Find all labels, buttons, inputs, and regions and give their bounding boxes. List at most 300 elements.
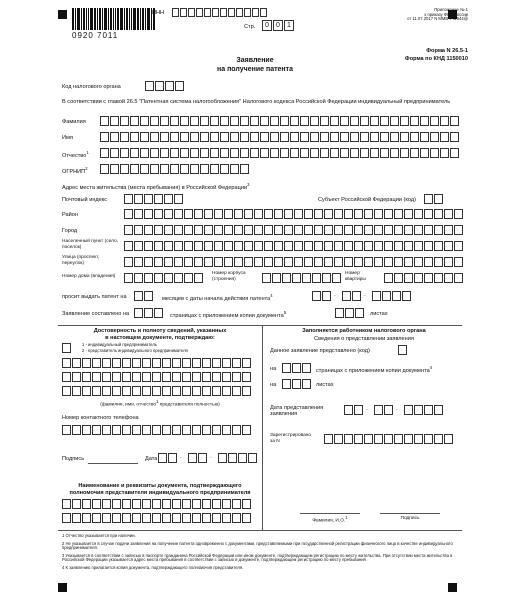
input-cell[interactable] <box>440 132 449 142</box>
patronymic-cells[interactable] <box>100 148 460 158</box>
input-cell[interactable] <box>424 257 433 267</box>
input-cell[interactable] <box>424 405 433 415</box>
input-cell[interactable] <box>168 453 177 463</box>
input-cell[interactable] <box>182 372 191 382</box>
input-cell[interactable] <box>120 132 129 142</box>
input-cell[interactable] <box>100 116 109 126</box>
input-cell[interactable] <box>92 372 101 382</box>
input-cell[interactable] <box>200 164 209 174</box>
input-cell[interactable] <box>122 372 131 382</box>
submission-month-cells[interactable] <box>374 405 394 415</box>
input-cell[interactable] <box>184 241 193 251</box>
input-cell[interactable] <box>82 499 91 509</box>
input-cell[interactable] <box>404 434 413 444</box>
input-cell[interactable] <box>344 257 353 267</box>
input-cell[interactable] <box>164 194 173 204</box>
input-cell[interactable] <box>174 273 183 283</box>
input-cell[interactable] <box>242 499 251 509</box>
input-cell[interactable] <box>274 209 283 219</box>
input-cell[interactable] <box>162 513 171 523</box>
input-cell[interactable] <box>112 358 121 368</box>
input-cell[interactable] <box>100 164 109 174</box>
input-cell[interactable] <box>270 132 279 142</box>
input-cell[interactable] <box>122 358 131 368</box>
input-cell[interactable] <box>102 386 111 396</box>
input-cell[interactable] <box>444 225 453 235</box>
input-cell[interactable] <box>192 425 201 435</box>
input-cell[interactable] <box>200 148 209 158</box>
input-cell[interactable] <box>180 148 189 158</box>
input-cell[interactable] <box>420 132 429 142</box>
input-cell[interactable] <box>172 513 181 523</box>
input-cell[interactable] <box>280 148 289 158</box>
input-cell[interactable] <box>384 273 393 283</box>
input-cell[interactable] <box>302 363 311 373</box>
input-cell[interactable] <box>112 499 121 509</box>
input-cell[interactable] <box>294 257 303 267</box>
input-cell[interactable] <box>160 164 169 174</box>
input-cell[interactable] <box>172 358 181 368</box>
input-cell[interactable] <box>444 241 453 251</box>
input-cell[interactable] <box>202 372 211 382</box>
input-cell[interactable] <box>230 132 239 142</box>
input-cell[interactable] <box>374 257 383 267</box>
input-cell[interactable] <box>194 273 203 283</box>
input-cell[interactable] <box>340 132 349 142</box>
input-cell[interactable] <box>162 372 171 382</box>
input-cell[interactable] <box>154 241 163 251</box>
input-cell[interactable] <box>294 225 303 235</box>
input-cell[interactable] <box>134 209 143 219</box>
input-cell[interactable] <box>270 116 279 126</box>
input-cell[interactable] <box>424 209 433 219</box>
input-cell[interactable] <box>354 241 363 251</box>
input-cell[interactable] <box>332 273 341 283</box>
input-cell[interactable] <box>342 291 351 301</box>
input-cell[interactable] <box>424 194 433 204</box>
input-cell[interactable] <box>414 225 423 235</box>
input-cell[interactable] <box>434 209 443 219</box>
input-cell[interactable] <box>180 164 189 174</box>
input-cell[interactable] <box>212 358 221 368</box>
input-cell[interactable] <box>212 386 221 396</box>
input-cell[interactable] <box>382 291 391 301</box>
input-cell[interactable] <box>110 148 119 158</box>
input-cell[interactable] <box>62 372 71 382</box>
input-cell[interactable] <box>222 372 231 382</box>
fio-cells-1[interactable] <box>62 358 252 368</box>
input-cell[interactable] <box>230 164 239 174</box>
input-cell[interactable] <box>140 164 149 174</box>
input-cell[interactable] <box>400 116 409 126</box>
input-cell[interactable] <box>242 425 251 435</box>
input-cell[interactable] <box>334 257 343 267</box>
input-cell[interactable] <box>62 358 71 368</box>
input-cell[interactable] <box>345 308 354 318</box>
input-cell[interactable] <box>212 425 221 435</box>
input-cell[interactable] <box>335 308 344 318</box>
input-cell[interactable] <box>214 209 223 219</box>
input-cell[interactable] <box>174 209 183 219</box>
input-cell[interactable] <box>340 148 349 158</box>
input-cell[interactable] <box>360 116 369 126</box>
input-cell[interactable] <box>370 148 379 158</box>
input-cell[interactable] <box>398 345 407 355</box>
input-cell[interactable] <box>170 164 179 174</box>
input-cell[interactable] <box>102 513 111 523</box>
input-cell[interactable] <box>390 148 399 158</box>
input-cell[interactable] <box>390 116 399 126</box>
input-cell[interactable] <box>140 132 149 142</box>
input-cell[interactable] <box>264 225 273 235</box>
input-cell[interactable] <box>144 241 153 251</box>
input-cell[interactable] <box>404 257 413 267</box>
input-cell[interactable] <box>122 513 131 523</box>
input-cell[interactable] <box>152 499 161 509</box>
input-cell[interactable] <box>210 132 219 142</box>
input-cell[interactable] <box>192 372 201 382</box>
input-cell[interactable] <box>250 148 259 158</box>
input-cell[interactable] <box>414 405 423 415</box>
input-cell[interactable] <box>142 372 151 382</box>
input-cell[interactable] <box>314 209 323 219</box>
input-cell[interactable] <box>184 257 193 267</box>
input-cell[interactable] <box>230 116 239 126</box>
start-day-cells[interactable] <box>312 291 332 301</box>
input-cell[interactable] <box>132 358 141 368</box>
input-cell[interactable] <box>234 225 243 235</box>
input-cell[interactable] <box>224 241 233 251</box>
input-cell[interactable] <box>304 241 313 251</box>
input-cell[interactable] <box>384 405 393 415</box>
input-cell[interactable] <box>134 257 143 267</box>
input-cell[interactable] <box>132 513 141 523</box>
input-cell[interactable] <box>214 225 223 235</box>
input-cell[interactable] <box>82 358 91 368</box>
ogrnip-cells[interactable] <box>100 164 250 174</box>
input-cell[interactable] <box>414 257 423 267</box>
input-cell[interactable] <box>352 291 361 301</box>
input-cell[interactable] <box>244 257 253 267</box>
input-cell[interactable] <box>334 434 343 444</box>
input-cell[interactable] <box>290 148 299 158</box>
input-cell[interactable] <box>355 308 364 318</box>
input-cell[interactable] <box>130 164 139 174</box>
input-cell[interactable] <box>294 241 303 251</box>
input-cell[interactable] <box>144 194 153 204</box>
input-cell[interactable] <box>264 241 273 251</box>
input-cell[interactable] <box>174 241 183 251</box>
input-cell[interactable] <box>212 372 221 382</box>
doc-cells-2[interactable] <box>62 513 252 523</box>
input-cell[interactable] <box>110 164 119 174</box>
input-cell[interactable] <box>210 164 219 174</box>
input-cell[interactable] <box>142 386 151 396</box>
input-cell[interactable] <box>130 116 139 126</box>
street-cells[interactable] <box>124 257 464 267</box>
input-cell[interactable] <box>172 372 181 382</box>
input-cell[interactable] <box>292 273 301 283</box>
input-cell[interactable] <box>154 257 163 267</box>
input-cell[interactable] <box>454 273 463 283</box>
input-cell[interactable] <box>210 148 219 158</box>
tax-code-cells[interactable] <box>145 81 185 91</box>
input-cell[interactable] <box>300 148 309 158</box>
input-cell[interactable] <box>242 372 251 382</box>
input-cell[interactable] <box>142 499 151 509</box>
input-cell[interactable] <box>394 434 403 444</box>
input-cell[interactable] <box>82 372 91 382</box>
sign-day-cells[interactable] <box>158 453 178 463</box>
input-cell[interactable] <box>404 241 413 251</box>
input-cell[interactable] <box>410 116 419 126</box>
input-cell[interactable] <box>322 273 331 283</box>
input-cell[interactable] <box>334 225 343 235</box>
input-cell[interactable] <box>424 434 433 444</box>
input-cell[interactable] <box>312 291 321 301</box>
input-cell[interactable] <box>330 116 339 126</box>
input-cell[interactable] <box>354 209 363 219</box>
input-cell[interactable] <box>72 372 81 382</box>
submission-day-cells[interactable] <box>344 405 364 415</box>
input-cell[interactable] <box>374 434 383 444</box>
input-cell[interactable] <box>302 273 311 283</box>
input-cell[interactable] <box>224 209 233 219</box>
input-cell[interactable] <box>134 308 143 318</box>
input-cell[interactable] <box>280 116 289 126</box>
input-cell[interactable] <box>450 132 459 142</box>
input-cell[interactable] <box>300 116 309 126</box>
input-cell[interactable] <box>444 257 453 267</box>
input-cell[interactable] <box>124 241 133 251</box>
input-cell[interactable] <box>130 148 139 158</box>
input-cell[interactable] <box>154 209 163 219</box>
input-cell[interactable] <box>222 425 231 435</box>
input-cell[interactable] <box>232 386 241 396</box>
input-cell[interactable] <box>354 257 363 267</box>
input-cell[interactable] <box>434 241 443 251</box>
input-cell[interactable] <box>140 148 149 158</box>
input-cell[interactable] <box>324 241 333 251</box>
office-pages-cells[interactable] <box>282 363 312 373</box>
input-cell[interactable] <box>322 291 331 301</box>
input-cell[interactable] <box>364 225 373 235</box>
inn-cells[interactable] <box>172 8 268 17</box>
input-cell[interactable] <box>112 372 121 382</box>
region-cells[interactable] <box>424 194 444 204</box>
input-cell[interactable] <box>320 116 329 126</box>
input-cell[interactable] <box>142 358 151 368</box>
input-cell[interactable] <box>210 116 219 126</box>
input-cell[interactable] <box>394 241 403 251</box>
input-cell[interactable] <box>374 241 383 251</box>
input-cell[interactable] <box>232 372 241 382</box>
input-cell[interactable] <box>150 116 159 126</box>
input-cell[interactable] <box>430 132 439 142</box>
name-cells[interactable] <box>100 132 460 142</box>
input-cell[interactable] <box>414 241 423 251</box>
input-cell[interactable] <box>372 291 381 301</box>
input-cell[interactable] <box>200 116 209 126</box>
input-cell[interactable] <box>394 273 403 283</box>
input-cell[interactable] <box>202 358 211 368</box>
officer-signature-line[interactable] <box>380 513 440 514</box>
input-cell[interactable] <box>434 194 443 204</box>
confirm-type-cell[interactable] <box>62 343 72 353</box>
input-cell[interactable] <box>164 209 173 219</box>
input-cell[interactable] <box>262 273 271 283</box>
input-cell[interactable] <box>354 405 363 415</box>
fio-cells-3[interactable] <box>62 386 252 396</box>
input-cell[interactable] <box>134 194 143 204</box>
input-cell[interactable] <box>334 241 343 251</box>
input-cell[interactable] <box>144 209 153 219</box>
input-cell[interactable] <box>240 132 249 142</box>
input-cell[interactable] <box>282 379 291 389</box>
input-cell[interactable] <box>180 116 189 126</box>
input-cell[interactable] <box>420 148 429 158</box>
input-cell[interactable] <box>380 132 389 142</box>
input-cell[interactable] <box>164 273 173 283</box>
input-cell[interactable] <box>330 148 339 158</box>
input-cell[interactable] <box>194 257 203 267</box>
input-cell[interactable] <box>124 273 133 283</box>
input-cell[interactable] <box>162 358 171 368</box>
input-cell[interactable] <box>384 434 393 444</box>
input-cell[interactable] <box>350 116 359 126</box>
input-cell[interactable] <box>394 257 403 267</box>
input-cell[interactable] <box>242 358 251 368</box>
office-sheets-cells[interactable] <box>282 379 312 389</box>
input-cell[interactable] <box>232 499 241 509</box>
input-cell[interactable] <box>430 116 439 126</box>
input-cell[interactable] <box>192 358 201 368</box>
input-cell[interactable] <box>270 148 279 158</box>
input-cell[interactable] <box>200 132 209 142</box>
input-cell[interactable] <box>124 209 133 219</box>
input-cell[interactable] <box>354 225 363 235</box>
input-cell[interactable] <box>232 425 241 435</box>
input-cell[interactable] <box>234 209 243 219</box>
input-cell[interactable] <box>244 241 253 251</box>
sign-month-cells[interactable] <box>188 453 208 463</box>
input-cell[interactable] <box>224 225 233 235</box>
input-cell[interactable] <box>344 209 353 219</box>
postal-code-cells[interactable] <box>124 194 184 204</box>
input-cell[interactable] <box>214 241 223 251</box>
input-cell[interactable] <box>344 225 353 235</box>
input-cell[interactable] <box>282 273 291 283</box>
input-cell[interactable] <box>302 379 311 389</box>
input-cell[interactable] <box>110 116 119 126</box>
input-cell[interactable] <box>122 386 131 396</box>
input-cell[interactable] <box>170 132 179 142</box>
input-cell[interactable] <box>234 257 243 267</box>
input-cell[interactable] <box>204 209 213 219</box>
input-cell[interactable] <box>232 358 241 368</box>
input-cell[interactable] <box>62 386 71 396</box>
input-cell[interactable] <box>154 308 163 318</box>
sign-year-cells[interactable] <box>218 453 258 463</box>
input-cell[interactable] <box>324 225 333 235</box>
input-cell[interactable] <box>304 257 313 267</box>
input-cell[interactable] <box>152 372 161 382</box>
input-cell[interactable] <box>154 225 163 235</box>
input-cell[interactable] <box>390 132 399 142</box>
input-cell[interactable] <box>170 116 179 126</box>
input-cell[interactable] <box>374 209 383 219</box>
input-cell[interactable] <box>344 434 353 444</box>
input-cell[interactable] <box>204 257 213 267</box>
input-cell[interactable] <box>344 405 353 415</box>
input-cell[interactable] <box>202 386 211 396</box>
input-cell[interactable] <box>184 273 193 283</box>
input-cell[interactable] <box>132 372 141 382</box>
input-cell[interactable] <box>314 241 323 251</box>
input-cell[interactable] <box>324 257 333 267</box>
input-cell[interactable] <box>440 116 449 126</box>
input-cell[interactable] <box>172 425 181 435</box>
input-cell[interactable] <box>274 225 283 235</box>
input-cell[interactable] <box>354 434 363 444</box>
input-cell[interactable] <box>202 499 211 509</box>
input-cell[interactable] <box>140 116 149 126</box>
input-cell[interactable] <box>410 132 419 142</box>
input-cell[interactable] <box>150 148 159 158</box>
input-cell[interactable] <box>182 513 191 523</box>
input-cell[interactable] <box>222 513 231 523</box>
input-cell[interactable] <box>360 132 369 142</box>
input-cell[interactable] <box>150 132 159 142</box>
building-cells[interactable] <box>262 273 342 283</box>
input-cell[interactable] <box>182 499 191 509</box>
input-cell[interactable] <box>144 225 153 235</box>
input-cell[interactable] <box>142 513 151 523</box>
input-cell[interactable] <box>254 241 263 251</box>
input-cell[interactable] <box>62 499 71 509</box>
input-cell[interactable] <box>360 148 369 158</box>
input-cell[interactable] <box>62 425 71 435</box>
input-cell[interactable] <box>82 386 91 396</box>
input-cell[interactable] <box>414 273 423 283</box>
input-cell[interactable] <box>384 241 393 251</box>
input-cell[interactable] <box>204 225 213 235</box>
input-cell[interactable] <box>374 225 383 235</box>
input-cell[interactable] <box>144 308 153 318</box>
input-cell[interactable] <box>434 257 443 267</box>
input-cell[interactable] <box>264 209 273 219</box>
input-cell[interactable] <box>92 513 101 523</box>
surname-cells[interactable] <box>100 116 460 126</box>
input-cell[interactable] <box>440 148 449 158</box>
input-cell[interactable] <box>194 225 203 235</box>
input-cell[interactable] <box>152 386 161 396</box>
input-cell[interactable] <box>190 116 199 126</box>
input-cell[interactable] <box>62 343 71 353</box>
input-cell[interactable] <box>444 273 453 283</box>
input-cell[interactable] <box>234 241 243 251</box>
input-cell[interactable] <box>420 116 429 126</box>
input-cell[interactable] <box>294 209 303 219</box>
registration-cells[interactable] <box>324 434 454 444</box>
input-cell[interactable] <box>194 241 203 251</box>
input-cell[interactable] <box>250 132 259 142</box>
locality-cells[interactable] <box>124 241 464 251</box>
input-cell[interactable] <box>260 116 269 126</box>
input-cell[interactable] <box>150 164 159 174</box>
input-cell[interactable] <box>430 148 439 158</box>
input-cell[interactable] <box>144 273 153 283</box>
